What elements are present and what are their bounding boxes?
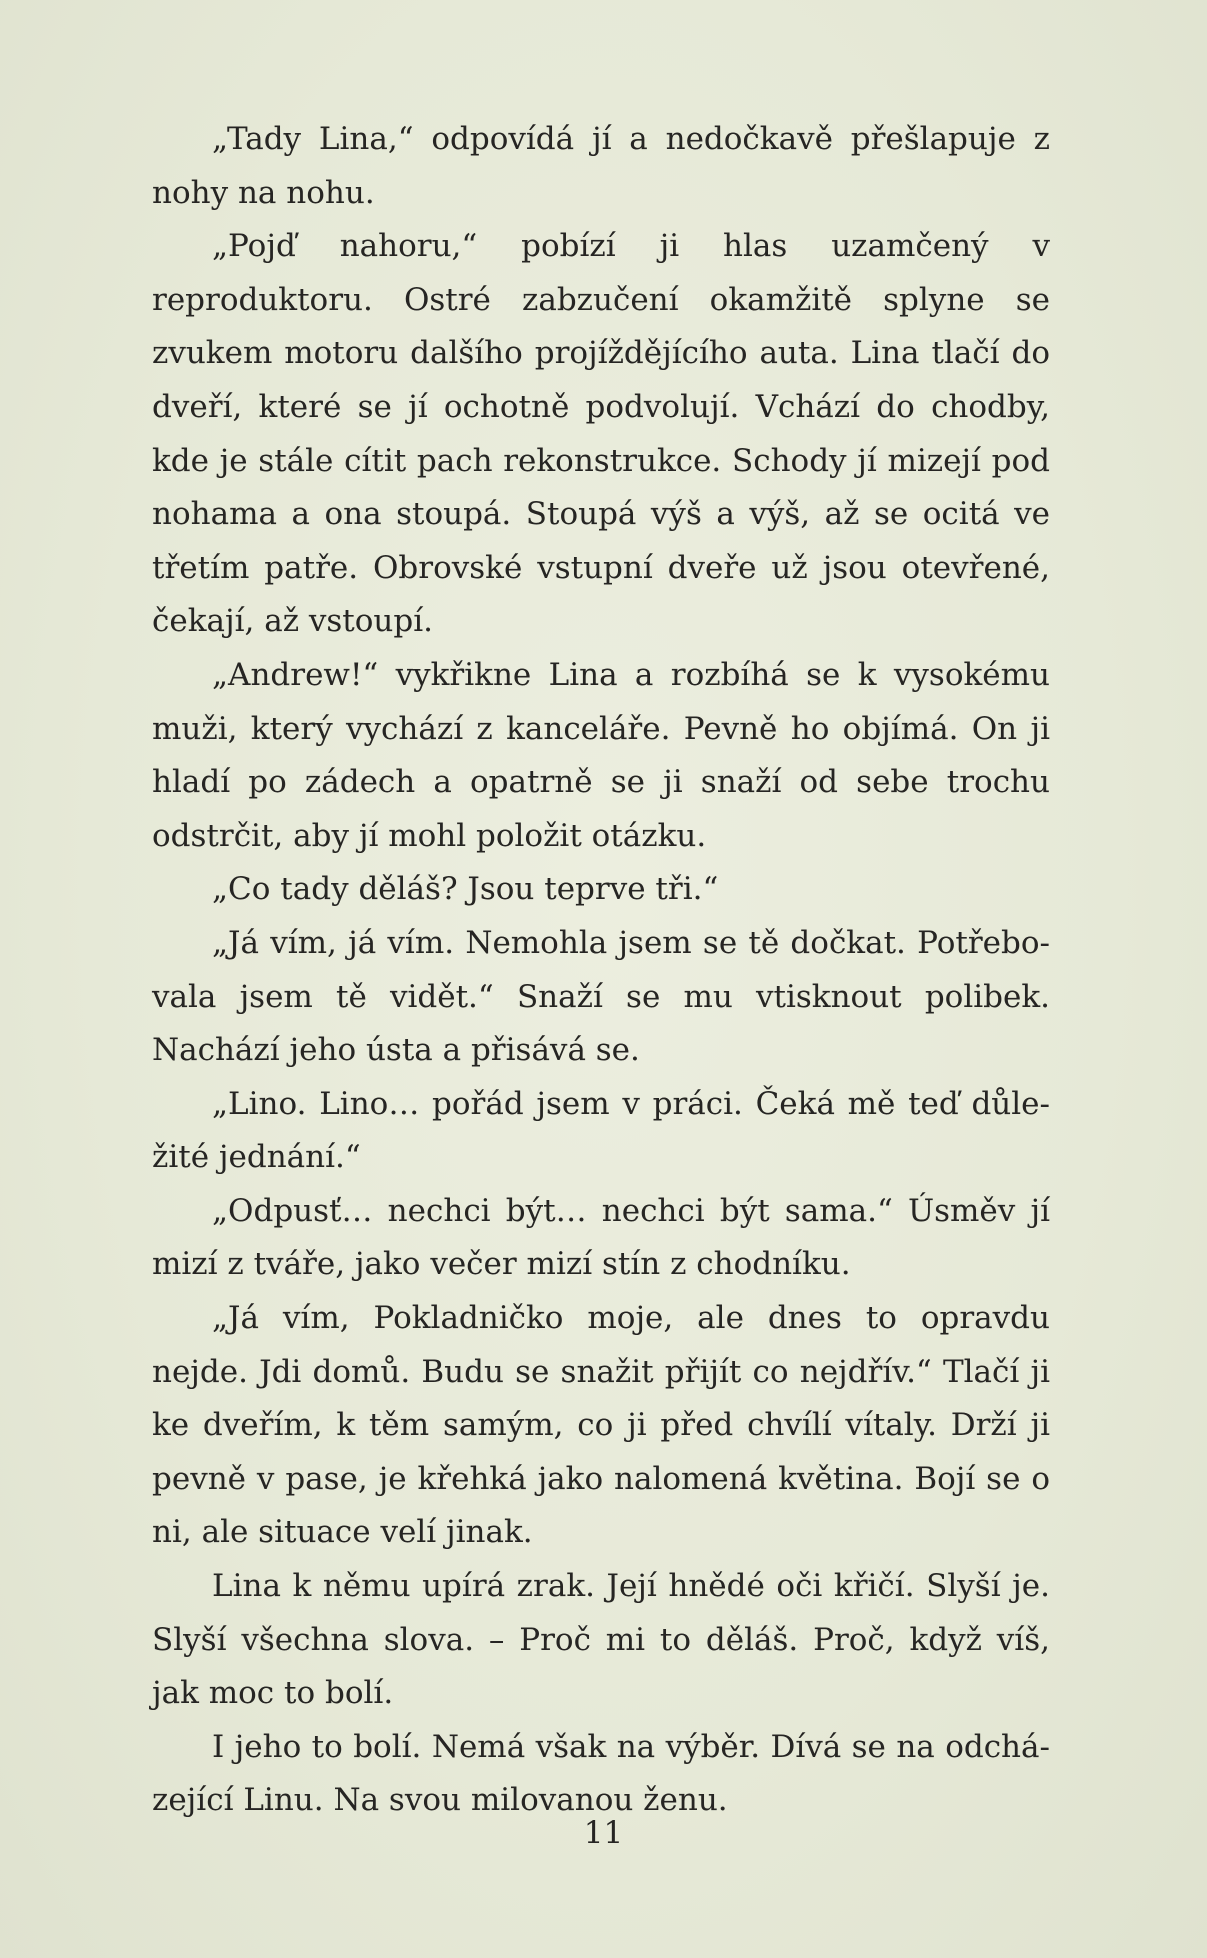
- paragraph: „Lino. Lino… pořád jsem v práci. Čeká mě teď důležité jednání.“: [152, 1085, 1050, 1176]
- page-number: 11: [583, 1815, 624, 1851]
- paragraph: „Já vím, Pokladničko moje, ale dnes to opravdu nejde. Jdi domů. Budu se snažit přijít co nejdřív.“ Tlačí ji ke dveřím, k těm samým, co ji před chvílí vítaly. Drží ji pevně v pase, je křehká jako nalomená květina. Bojí se o ni, ale situace velí jinak.: [152, 1300, 1050, 1551]
- paragraph: I jeho to bolí. Nemá však na výběr. Dívá se na odcházející Linu. Na svou milovanou ženu.: [152, 1728, 1050, 1819]
- paragraph: Lina k němu upírá zrak. Její hnědé oči křičí. Slyší je. Slyší všechna slova. – Proč mi to děláš. Proč, když víš, jak moc to bolí.: [152, 1568, 1050, 1712]
- paragraph: „Pojď nahoru,“ pobízí ji hlas uzamčený v reproduktoru. Ostré zabzučení okamžitě splyne se zvukem motoru dalšího projíždějícího auta. Lina tlačí do dveří, které se jí ochotně podvolují. Vchází do chodby, kde je stále cítit pach rekonstrukce. Schody jí mizejí pod nohama a ona stoupá. Stoupá výš a výš, až se ocitá ve třetím patře. Obrovské vstupní dveře už jsou otevřené, čekají, až vstoupí.: [152, 228, 1050, 640]
- paragraph: „Já vím, já vím. Nemohla jsem se tě dočkat. Potřebovala jsem tě vidět.“ Snaží se mu vtisknout polibek. Nachází jeho ústa a přisává se.: [152, 924, 1050, 1069]
- paragraph: „Andrew!“ vykřikne Lina a rozbíhá se k vysokému muži, který vychází z kanceláře. Pevně ho objímá. On ji hladí po zádech a opatrně se ji snaží od sebe trochu odstrčit, aby jí mohl položit otázku.: [152, 656, 1050, 854]
- paragraph: „Tady Lina,“ odpovídá jí a nedočkavě přešlapuje z nohy na nohu.: [152, 121, 1050, 211]
- body-text: [152, 113, 1050, 1828]
- paragraph: „Co tady děláš? Jsou teprve tři.“: [212, 871, 719, 908]
- paragraph: „Odpusť… nechci být… nechci být sama.“ Úsměv jí mizí z tváře, jako večer mizí stín z chodníku.: [152, 1192, 1050, 1283]
